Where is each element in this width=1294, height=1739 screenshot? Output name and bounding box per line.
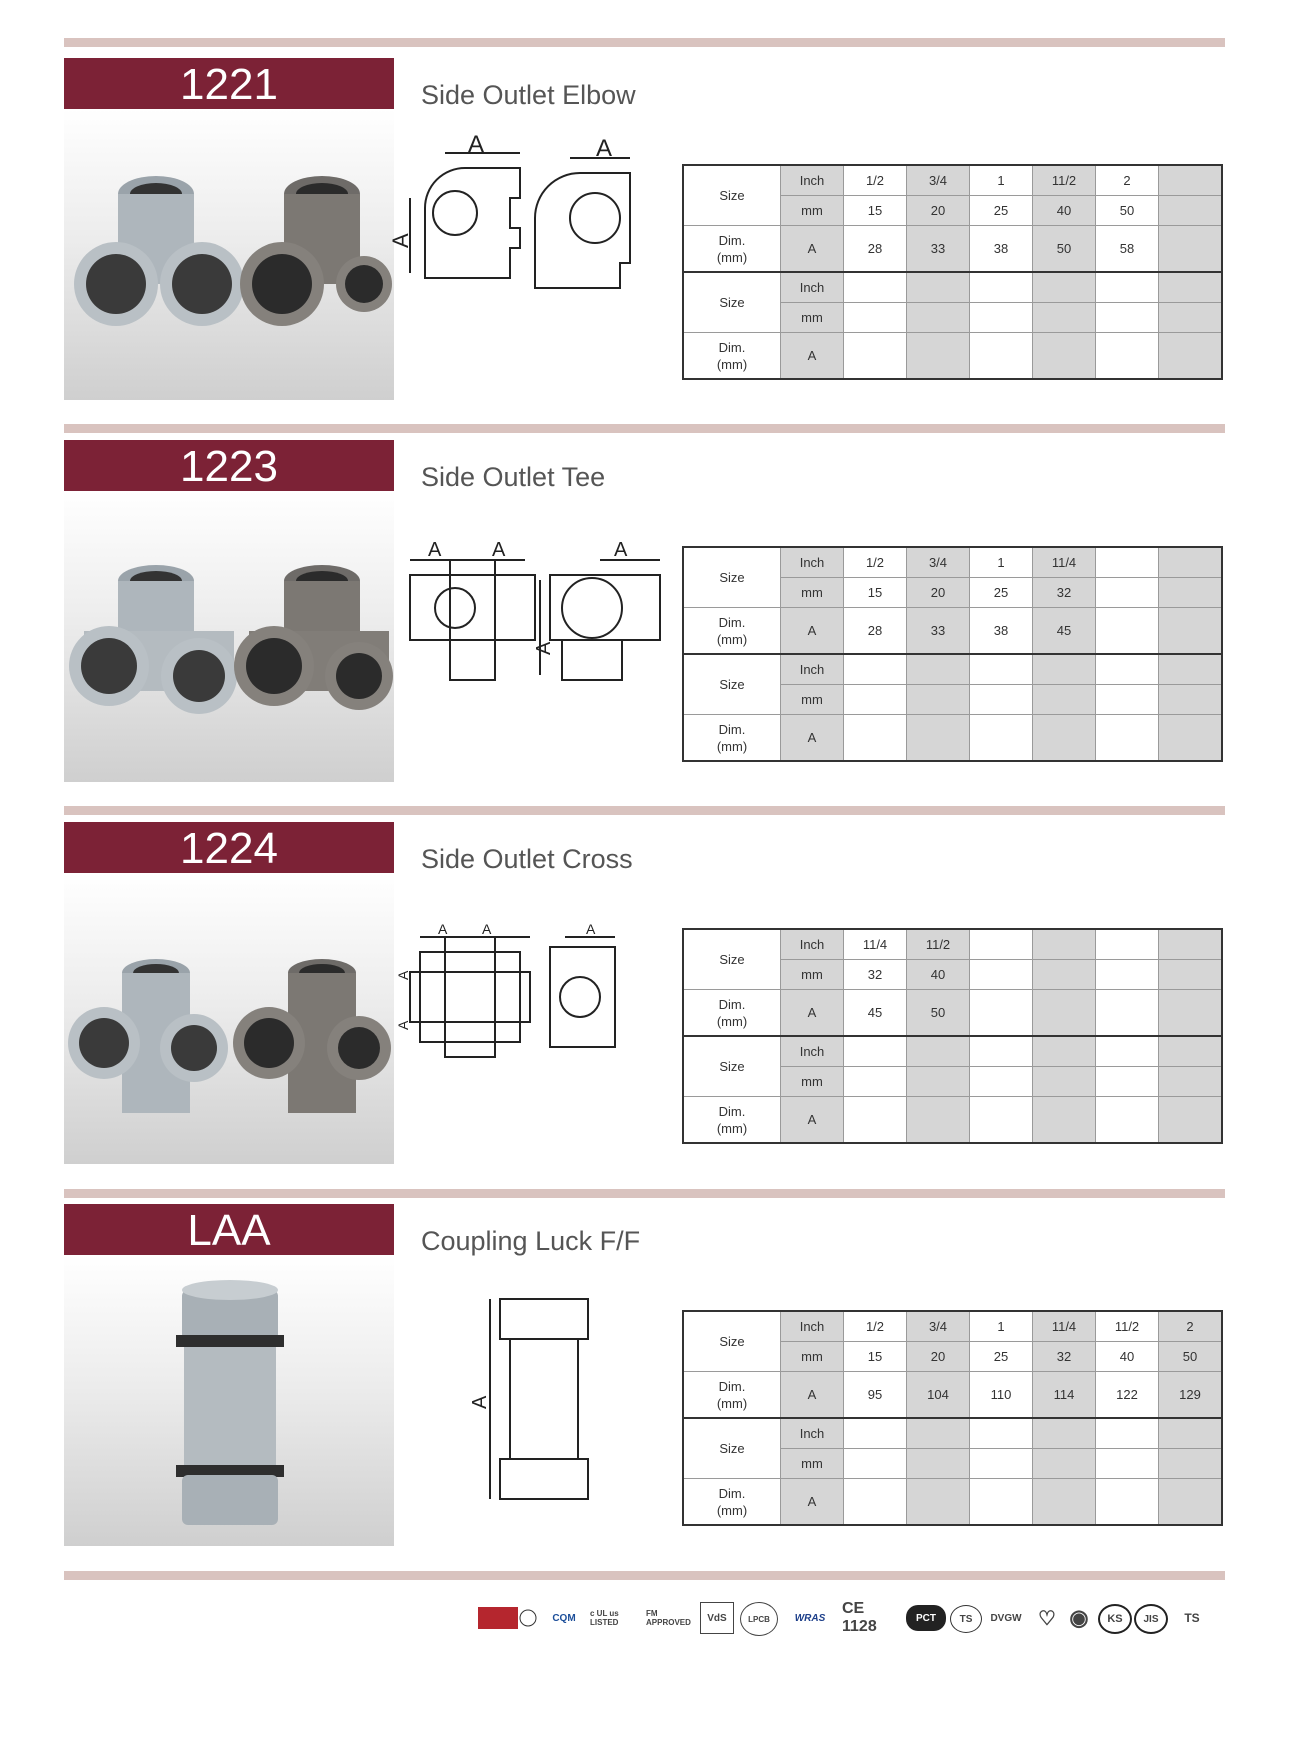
table-cell xyxy=(1033,1067,1096,1097)
table-cell: Dim. (mm) xyxy=(683,990,781,1037)
cross-drawing-icon xyxy=(395,902,680,1102)
table-cell xyxy=(1159,1097,1223,1144)
table-cell: 110 xyxy=(970,1372,1033,1419)
table-cell: Inch xyxy=(781,272,844,303)
table-cell: 2 xyxy=(1159,1311,1223,1342)
table-cell xyxy=(1096,654,1159,685)
quality-cert-logo xyxy=(478,1600,536,1636)
table-cell: Dim. (mm) xyxy=(683,226,781,273)
table-cell xyxy=(844,1067,907,1097)
table-cell xyxy=(844,715,907,762)
table-cell xyxy=(1033,1036,1096,1067)
svg-text:A: A xyxy=(586,921,596,937)
table-cell xyxy=(970,303,1033,333)
wras-logo: WRAS xyxy=(794,1612,826,1624)
coupling-photo-icon xyxy=(64,1255,394,1546)
table-cell xyxy=(907,333,970,380)
table-cell xyxy=(1159,547,1223,578)
table-cell: 114 xyxy=(1033,1372,1096,1419)
table-cell: 32 xyxy=(1033,578,1096,608)
table-cell xyxy=(1096,608,1159,655)
table-cell: 25 xyxy=(970,196,1033,226)
table-cell xyxy=(970,1036,1033,1067)
table-cell: 38 xyxy=(970,226,1033,273)
table-cell xyxy=(1159,1036,1223,1067)
table-cell xyxy=(970,333,1033,380)
table-cell xyxy=(1033,715,1096,762)
table-cell: 11/2 xyxy=(1033,165,1096,196)
table-cell: 40 xyxy=(1096,1342,1159,1372)
tee-photo-icon xyxy=(64,491,394,782)
product-photo xyxy=(64,873,394,1164)
table-cell: Size xyxy=(683,1311,781,1372)
table-cell: mm xyxy=(781,578,844,608)
table-cell xyxy=(970,1479,1033,1526)
table-cell: A xyxy=(781,715,844,762)
table-cell xyxy=(1159,226,1223,273)
svg-text:A: A xyxy=(482,921,492,937)
table-cell xyxy=(907,1097,970,1144)
table-cell xyxy=(1096,1036,1159,1067)
table-cell xyxy=(1096,1418,1159,1449)
svg-text:A: A xyxy=(469,1395,491,1409)
table-cell: Inch xyxy=(781,929,844,960)
table-cell xyxy=(1096,1449,1159,1479)
table-cell xyxy=(970,1418,1033,1449)
product-photo xyxy=(64,1255,394,1546)
table-cell xyxy=(1033,654,1096,685)
table-cell xyxy=(970,990,1033,1037)
product-photo xyxy=(64,109,394,400)
table-cell xyxy=(970,715,1033,762)
table-cell xyxy=(1096,272,1159,303)
ts-diamond-logo: TS xyxy=(1184,1611,1200,1625)
table-cell xyxy=(1159,1479,1223,1526)
elbow-drawing-icon xyxy=(388,131,680,338)
table-cell xyxy=(970,1067,1033,1097)
table-cell xyxy=(1159,990,1223,1037)
table-cell: 3/4 xyxy=(907,1311,970,1342)
table-cell: mm xyxy=(781,960,844,990)
table-cell xyxy=(1033,1097,1096,1144)
svg-text:A: A xyxy=(614,539,628,561)
table-cell xyxy=(907,303,970,333)
table-cell xyxy=(1033,990,1096,1037)
ts-logo: TS xyxy=(950,1605,982,1633)
table-cell xyxy=(844,685,907,715)
cqm-logo: CQM xyxy=(552,1612,576,1624)
ce-logo: CE 1128 xyxy=(842,1600,877,1635)
tee-drawing-icon xyxy=(400,520,680,720)
product-title: Side Outlet Tee xyxy=(421,462,606,492)
table-cell xyxy=(970,272,1033,303)
table-cell: 28 xyxy=(844,608,907,655)
table-cell xyxy=(970,960,1033,990)
table-cell: 11/4 xyxy=(1033,547,1096,578)
spec-table xyxy=(682,164,1223,380)
table-cell: 1/2 xyxy=(844,165,907,196)
table-cell xyxy=(1159,165,1223,196)
table-cell xyxy=(1159,929,1223,960)
product-title: Side Outlet Elbow xyxy=(421,80,636,110)
table-cell: 11/2 xyxy=(907,929,970,960)
svg-text:A: A xyxy=(596,135,613,162)
table-cell xyxy=(844,303,907,333)
table-cell: A xyxy=(781,608,844,655)
table-cell: mm xyxy=(781,1449,844,1479)
table-cell: mm xyxy=(781,196,844,226)
table-cell xyxy=(844,1097,907,1144)
table-cell: Inch xyxy=(781,547,844,578)
product-photo xyxy=(64,491,394,782)
svg-text:A: A xyxy=(388,233,413,248)
table-cell xyxy=(1033,333,1096,380)
table-cell xyxy=(907,1067,970,1097)
table-cell xyxy=(1096,333,1159,380)
table-cell: Dim. (mm) xyxy=(683,1097,781,1144)
table-cell xyxy=(970,654,1033,685)
table-cell xyxy=(907,685,970,715)
table-cell xyxy=(1159,715,1223,762)
table-cell xyxy=(1096,1097,1159,1144)
table-cell: Dim. (mm) xyxy=(683,608,781,655)
table-cell: 1 xyxy=(970,1311,1033,1342)
table-cell xyxy=(1096,303,1159,333)
spec-table xyxy=(682,546,1223,762)
table-cell: Dim. (mm) xyxy=(683,333,781,380)
section-rule xyxy=(64,38,1225,47)
product-section-1223 xyxy=(0,440,1294,810)
table-cell: 50 xyxy=(1033,226,1096,273)
svg-text:A: A xyxy=(438,921,448,937)
table-cell: Size xyxy=(683,654,781,715)
product-title: Side Outlet Cross xyxy=(421,844,633,874)
table-cell: 3/4 xyxy=(907,165,970,196)
product-code: LAA xyxy=(64,1204,394,1255)
table-cell xyxy=(970,685,1033,715)
table-cell xyxy=(1096,1067,1159,1097)
table-cell: Size xyxy=(683,1036,781,1097)
table-cell xyxy=(844,1036,907,1067)
table-cell: 33 xyxy=(907,226,970,273)
table-cell xyxy=(1159,1418,1223,1449)
table-cell: Size xyxy=(683,929,781,990)
table-cell: 50 xyxy=(907,990,970,1037)
table-cell xyxy=(1033,1479,1096,1526)
svg-text:A: A xyxy=(468,131,485,158)
elbow-photo-icon xyxy=(64,109,394,400)
table-cell xyxy=(1096,929,1159,960)
table-cell xyxy=(1033,929,1096,960)
table-cell: Dim. (mm) xyxy=(683,1372,781,1419)
table-cell: 104 xyxy=(907,1372,970,1419)
table-cell: 95 xyxy=(844,1372,907,1419)
table-cell: 45 xyxy=(844,990,907,1037)
table-cell: 25 xyxy=(970,1342,1033,1372)
table-cell: Dim. (mm) xyxy=(683,1479,781,1526)
table-cell: 20 xyxy=(907,578,970,608)
product-code: 1223 xyxy=(64,440,394,491)
lpcb-logo: LPCB xyxy=(740,1602,778,1636)
table-cell xyxy=(970,1449,1033,1479)
table-cell: mm xyxy=(781,303,844,333)
table-cell xyxy=(844,1449,907,1479)
vds-logo: VdS xyxy=(700,1602,734,1634)
svg-text:A: A xyxy=(395,970,411,980)
table-cell: A xyxy=(781,1372,844,1419)
table-cell: 15 xyxy=(844,196,907,226)
table-cell: Inch xyxy=(781,1418,844,1449)
table-cell: A xyxy=(781,226,844,273)
table-cell xyxy=(844,654,907,685)
table-cell xyxy=(1159,578,1223,608)
table-cell xyxy=(907,715,970,762)
table-cell: 1/2 xyxy=(844,1311,907,1342)
table-cell: mm xyxy=(781,685,844,715)
table-cell xyxy=(1096,578,1159,608)
table-cell: 28 xyxy=(844,226,907,273)
table-cell xyxy=(1159,1067,1223,1097)
table-cell xyxy=(1096,685,1159,715)
table-cell: 33 xyxy=(907,608,970,655)
svg-text:A: A xyxy=(492,539,506,561)
svg-text:A: A xyxy=(533,641,555,655)
table-cell: 1 xyxy=(970,165,1033,196)
table-cell: A xyxy=(781,1479,844,1526)
table-cell: 20 xyxy=(907,196,970,226)
product-section-1221 xyxy=(0,58,1294,428)
table-cell xyxy=(1033,303,1096,333)
product-code: 1221 xyxy=(64,58,394,109)
table-cell: 40 xyxy=(1033,196,1096,226)
table-cell xyxy=(844,1479,907,1526)
table-cell: 40 xyxy=(907,960,970,990)
table-cell: A xyxy=(781,990,844,1037)
table-cell: 1 xyxy=(970,547,1033,578)
table-cell: 32 xyxy=(1033,1342,1096,1372)
table-cell xyxy=(907,1479,970,1526)
table-cell xyxy=(1033,272,1096,303)
table-cell: 58 xyxy=(1096,226,1159,273)
table-cell xyxy=(907,1036,970,1067)
table-cell: 1/2 xyxy=(844,547,907,578)
coupling-drawing-icon xyxy=(400,1274,680,1504)
table-cell: Inch xyxy=(781,654,844,685)
product-title: Coupling Luck F/F xyxy=(421,1226,641,1256)
product-section-1224 xyxy=(0,822,1294,1192)
table-cell: Size xyxy=(683,165,781,226)
kite-mark-icon: ♡ xyxy=(1038,1607,1056,1630)
table-cell xyxy=(844,333,907,380)
table-cell xyxy=(907,1449,970,1479)
table-cell: Inch xyxy=(781,1036,844,1067)
table-cell: 122 xyxy=(1096,1372,1159,1419)
table-cell xyxy=(1096,547,1159,578)
table-cell: Size xyxy=(683,547,781,608)
dvgw-logo: DVGW xyxy=(990,1612,1022,1624)
table-cell: Size xyxy=(683,272,781,333)
table-cell xyxy=(1033,1418,1096,1449)
spec-table xyxy=(682,1310,1223,1526)
table-cell xyxy=(907,654,970,685)
table-cell xyxy=(1096,960,1159,990)
table-cell: 11/4 xyxy=(1033,1311,1096,1342)
table-cell xyxy=(1033,685,1096,715)
seal-icon: ◉ xyxy=(1069,1605,1089,1630)
table-cell: A xyxy=(781,1097,844,1144)
table-cell: 15 xyxy=(844,578,907,608)
table-cell: 2 xyxy=(1096,165,1159,196)
table-cell: A xyxy=(781,333,844,380)
pct-logo: PCT xyxy=(906,1605,946,1631)
table-cell: mm xyxy=(781,1067,844,1097)
table-cell: 129 xyxy=(1159,1372,1223,1419)
table-cell xyxy=(907,272,970,303)
table-cell xyxy=(1159,608,1223,655)
table-cell xyxy=(844,272,907,303)
svg-text:A: A xyxy=(428,539,442,561)
table-cell xyxy=(1159,333,1223,380)
table-cell xyxy=(1159,1449,1223,1479)
table-cell xyxy=(1159,303,1223,333)
table-cell xyxy=(1096,715,1159,762)
table-cell xyxy=(1033,1449,1096,1479)
certification-logos xyxy=(478,1600,1228,1636)
svg-text:A: A xyxy=(395,1020,411,1030)
table-cell: Dim. (mm) xyxy=(683,715,781,762)
spec-table xyxy=(682,928,1223,1144)
table-cell: Inch xyxy=(781,165,844,196)
ks-logo: KS xyxy=(1098,1604,1132,1634)
table-cell: 15 xyxy=(844,1342,907,1372)
table-cell xyxy=(1096,1479,1159,1526)
table-cell xyxy=(1159,196,1223,226)
table-cell xyxy=(1033,960,1096,990)
table-cell: 38 xyxy=(970,608,1033,655)
table-cell: 32 xyxy=(844,960,907,990)
table-cell: 11/2 xyxy=(1096,1311,1159,1342)
table-cell: mm xyxy=(781,1342,844,1372)
table-cell: Inch xyxy=(781,1311,844,1342)
table-cell xyxy=(970,1097,1033,1144)
table-cell: 25 xyxy=(970,578,1033,608)
fm-approved-logo: FM APPROVED xyxy=(646,1609,691,1627)
table-cell: 45 xyxy=(1033,608,1096,655)
table-cell xyxy=(1159,272,1223,303)
table-cell: 20 xyxy=(907,1342,970,1372)
table-cell: 50 xyxy=(1159,1342,1223,1372)
table-cell: Size xyxy=(683,1418,781,1479)
table-cell xyxy=(970,929,1033,960)
table-cell xyxy=(844,1418,907,1449)
table-cell xyxy=(907,1418,970,1449)
product-section-laa xyxy=(0,1204,1294,1574)
product-code: 1224 xyxy=(64,822,394,873)
table-cell xyxy=(1159,685,1223,715)
table-cell xyxy=(1096,990,1159,1037)
cross-photo-icon xyxy=(64,873,394,1164)
table-cell xyxy=(1159,960,1223,990)
table-cell: 50 xyxy=(1096,196,1159,226)
ul-listed-logo: c UL us LISTED xyxy=(590,1609,619,1627)
jis-logo: JIS xyxy=(1134,1604,1168,1634)
table-cell: 11/4 xyxy=(844,929,907,960)
table-cell: 3/4 xyxy=(907,547,970,578)
table-cell xyxy=(1159,654,1223,685)
